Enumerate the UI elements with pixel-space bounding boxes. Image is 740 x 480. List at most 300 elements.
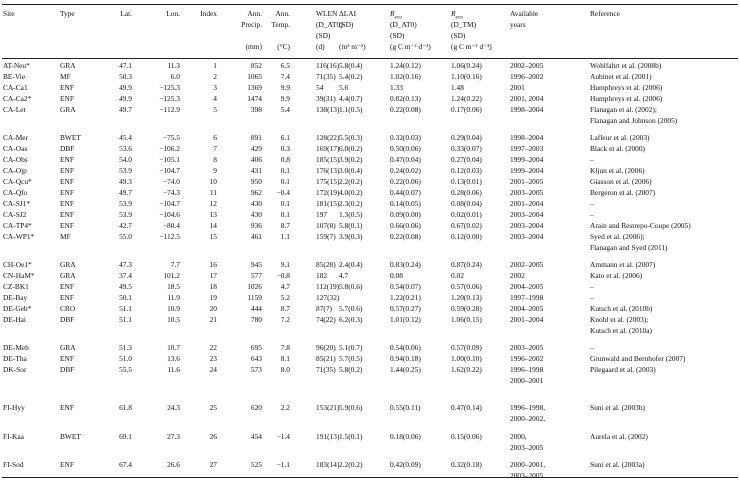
lat-cell: 53.9 <box>119 166 132 175</box>
reco-tm-cell: 0.12(0.03) <box>451 166 482 175</box>
precip-cell: 429 <box>250 144 262 153</box>
site-cell: CA-Obs <box>3 155 28 164</box>
reco-at0-cell: 0.22(0.08) <box>390 232 421 241</box>
reco-at0-cell: 0.22(0.08) <box>390 105 421 114</box>
dlai-cell: 2.3(0.2) <box>339 199 363 208</box>
header-wlen: (SD) <box>316 31 331 40</box>
reco-tm-cell: 0.28(0.06) <box>451 188 482 197</box>
reference-cell: Humphreys et al. (2006) <box>590 83 663 92</box>
type-cell: DBF <box>60 365 75 374</box>
type-cell: ENF <box>60 94 74 103</box>
lat-cell: 55.5 <box>119 365 132 374</box>
lon-cell: −104.7 <box>159 199 180 208</box>
reco-tm-cell: 0.32(0.18) <box>451 460 482 469</box>
reference-cell: – <box>590 293 594 302</box>
index-cell: 5 <box>213 105 217 114</box>
header-dlai-sd: (SD) <box>339 20 354 29</box>
lon-cell: −104.7 <box>159 166 180 175</box>
site-cell: CA-Ca2* <box>3 94 32 103</box>
reference-cell: – <box>590 155 594 164</box>
header-dlai: ΔLAI <box>339 9 357 18</box>
index-cell: 21 <box>209 315 217 324</box>
index-cell: 10 <box>209 177 217 186</box>
years-cell: 1997–1998 <box>510 293 544 302</box>
reco-at0-cell: 1.44(0.25) <box>390 365 421 374</box>
reference-cell: Giasson et al. (2006) <box>590 177 652 186</box>
precip-cell: 620 <box>250 403 262 412</box>
temp-cell: 8.7 <box>280 304 290 313</box>
reference-cell: Arain and Restrepo-Coupe (2005) <box>590 221 691 230</box>
years-cell: 2002–2005 <box>510 260 544 269</box>
type-cell: ENF <box>60 460 74 469</box>
wlen-cell: 107(8) <box>316 221 336 230</box>
wlen-cell: 87(7) <box>316 304 333 313</box>
reco-at0-cell: 0.32(0.03) <box>390 133 421 142</box>
precip-cell: 891 <box>250 133 262 142</box>
wlen-cell: 112(19) <box>316 282 340 291</box>
lon-cell: 11.3 <box>167 61 180 70</box>
index-cell: 3 <box>213 83 217 92</box>
site-cell: DE-Tha <box>3 354 27 363</box>
lat-cell: 45.4 <box>119 133 132 142</box>
dlai-cell: 3.9(0.3) <box>339 232 363 241</box>
reference-cell: – <box>590 343 594 352</box>
site-cell: CA-TP4* <box>3 221 32 230</box>
index-cell: 27 <box>209 460 217 469</box>
reco-at0-cell: 1.33 <box>390 83 403 92</box>
temp-cell: 4.7 <box>280 282 290 291</box>
type-cell: GRA <box>60 260 76 269</box>
temp-cell: 0.1 <box>280 177 290 186</box>
reco-at0-cell: 0.57(0.27) <box>390 304 421 313</box>
reco-at0-cell: 1.02(0.16) <box>390 72 421 81</box>
reco-tm-cell: 0.29(0.04) <box>451 133 482 142</box>
type-cell: ENF <box>60 403 74 412</box>
header-lat: Lat. <box>120 9 132 18</box>
reco-at0-cell: 0.47(0.04) <box>390 155 421 164</box>
years-cell: 2003–2005 <box>510 443 544 452</box>
wlen-cell: 185(15) <box>316 155 340 164</box>
index-cell: 19 <box>209 293 217 302</box>
site-cell: CZ-BK1 <box>3 282 29 291</box>
temp-cell: 0.1 <box>280 166 290 175</box>
index-cell: 17 <box>209 271 217 280</box>
precip-cell: 852 <box>250 61 262 70</box>
reference-cell: Black et al. (2000) <box>590 144 646 153</box>
wlen-cell: 181(15) <box>316 199 340 208</box>
years-cell: 2000–2001 <box>510 376 544 385</box>
lat-cell: 49.9 <box>119 83 132 92</box>
lon-cell: 10.5 <box>167 315 180 324</box>
temp-cell: 2.2 <box>280 403 290 412</box>
header-dlai-unit: (m² m⁻²) <box>339 42 366 51</box>
reference-cell: Aurela et al. (2002) <box>590 432 648 441</box>
header-wlen: (D_AT0) <box>316 20 343 29</box>
wlen-cell: 169(17) <box>316 144 340 153</box>
reference-cell: Kljun et al. (2006) <box>590 166 645 175</box>
temp-cell: 5.2 <box>280 293 290 302</box>
reco-at0-cell: 1.24(0.12) <box>390 61 421 70</box>
reco-at0-cell: 1.01(0.12) <box>390 315 421 324</box>
dlai-cell: 3.0(0.4) <box>339 166 363 175</box>
lon-cell: −105.1 <box>159 155 180 164</box>
header-reco2: $R_{eco}$ <box>451 9 463 21</box>
site-cell: CA-Mer <box>3 133 29 142</box>
temp-cell: 7.2 <box>280 315 290 324</box>
precip-cell: 577 <box>250 271 262 280</box>
lat-cell: 51.1 <box>119 315 132 324</box>
dlai-cell: 5.7(0.6) <box>339 304 363 313</box>
type-cell: ENF <box>60 177 74 186</box>
type-cell: ENF <box>60 83 74 92</box>
precip-cell: 1159 <box>247 293 262 302</box>
temp-cell: 5.4 <box>280 105 290 114</box>
type-cell: ENF <box>60 221 74 230</box>
index-cell: 12 <box>209 199 217 208</box>
precip-cell: 430 <box>250 199 262 208</box>
header-precip: Precip. <box>241 20 262 29</box>
temp-cell: 8.1 <box>280 354 290 363</box>
site-cell: FI-Sod <box>3 460 24 469</box>
lon-cell: 6.0 <box>170 72 180 81</box>
reference-cell: Syed et al. (2006); <box>590 232 645 241</box>
reco-at0-cell: 0.42(0.09) <box>390 460 421 469</box>
index-cell: 15 <box>209 232 217 241</box>
site-cell: CA-Qfo <box>3 188 28 197</box>
index-cell: 4 <box>213 94 217 103</box>
type-cell: ENF <box>60 293 74 302</box>
years-cell: 2003–2005 <box>510 343 544 352</box>
years-cell: 2003–2004 <box>510 210 544 219</box>
reference-cell: – <box>590 199 594 208</box>
site-cell: FI-Kaa <box>3 432 24 441</box>
temp-cell: 0.1 <box>280 210 290 219</box>
precip-cell: 1026 <box>247 282 262 291</box>
index-cell: 16 <box>209 260 217 269</box>
reco-at0-cell: 0.54(0.06) <box>390 343 421 352</box>
wlen-cell: 54 <box>316 83 324 92</box>
header-years: Available <box>510 9 539 18</box>
wlen-cell: 183(14) <box>316 460 340 469</box>
reco-at0-cell: 0.18(0.06) <box>390 432 421 441</box>
dlai-cell: 4.4(0.7) <box>339 94 363 103</box>
lon-cell: −125.3 <box>159 83 180 92</box>
precip-cell: 398 <box>250 105 262 114</box>
dlai-cell: 1.1(0.5) <box>339 105 363 114</box>
years-cell: 2001–2004 <box>510 199 544 208</box>
wlen-cell: 71(35) <box>316 365 336 374</box>
lon-cell: −106.2 <box>159 144 180 153</box>
lon-cell: 27.3 <box>167 432 180 441</box>
dlai-cell: 2.4(0.4) <box>339 260 363 269</box>
precip-cell: 780 <box>250 315 262 324</box>
header-years: years <box>510 20 526 29</box>
reco-tm-cell: 1.06(0.15) <box>451 315 482 324</box>
reco-tm-cell: 0.13(0.01) <box>451 177 482 186</box>
site-cell: CA-SJ1* <box>3 199 31 208</box>
dlai-cell: 5.6 <box>339 83 349 92</box>
years-cell: 2002 <box>510 271 525 280</box>
temp-cell: 8.7 <box>280 221 290 230</box>
reco-tm-cell: 0.17(0.06) <box>451 105 482 114</box>
index-cell: 7 <box>213 144 217 153</box>
lat-cell: 69.1 <box>119 432 132 441</box>
index-cell: 6 <box>213 133 217 142</box>
years-cell: 2003–2005 <box>510 471 544 480</box>
dlai-cell: 1.5(0.1) <box>339 432 363 441</box>
index-cell: 8 <box>213 155 217 164</box>
reco-at0-cell: 0.44(0.07) <box>390 188 421 197</box>
site-cell: CH-Oe1* <box>3 260 32 269</box>
wlen-cell: 175(15) <box>316 177 340 186</box>
header-reco1-method: (D_AT0) <box>390 20 417 29</box>
temp-cell: 1.1 <box>280 232 290 241</box>
temp-cell: 7.8 <box>280 343 290 352</box>
header-reco1: $R_{eco}$ <box>390 9 402 21</box>
years-cell: 1996–2002 <box>510 72 544 81</box>
wlen-cell: 116(16) <box>316 61 340 70</box>
index-cell: 24 <box>209 365 217 374</box>
lat-cell: 37.4 <box>119 271 132 280</box>
lat-cell: 49.7 <box>119 105 132 114</box>
reco-at0-cell: 0.09(0.00) <box>390 210 421 219</box>
reco-tm-cell: 0.15(0.06) <box>451 432 482 441</box>
header-wlen: (d) <box>316 42 325 51</box>
wlen-cell: 96(20) <box>316 343 336 352</box>
years-cell: 1997–2003 <box>510 144 544 153</box>
reference-cell: Knohl et al. (2003); <box>590 315 649 324</box>
reference-cell: Pilegaard et al. (2003) <box>590 365 656 374</box>
reference-cell: – <box>590 282 594 291</box>
lon-cell: 24.3 <box>167 403 180 412</box>
lon-cell: 101.2 <box>163 271 180 280</box>
reference-cell: Flanagan and Johnson (2005) <box>590 116 678 125</box>
reference-cell: Grunwald and Bernhofer (2007) <box>590 354 686 363</box>
header-reco1-sd: (SD) <box>390 31 405 40</box>
reco-at0-cell: 0.94(0.18) <box>390 354 421 363</box>
index-cell: 9 <box>213 166 217 175</box>
precip-cell: 1065 <box>247 72 262 81</box>
lat-cell: 51.1 <box>119 304 132 313</box>
dlai-cell: 5.8(0.6) <box>339 282 363 291</box>
lat-cell: 49.5 <box>119 282 132 291</box>
reference-cell: Humphreys et al. (2006) <box>590 94 663 103</box>
reco-at0-cell: 0.82(0.13) <box>390 94 421 103</box>
index-cell: 18 <box>209 282 217 291</box>
header-precip: (mm) <box>245 42 262 51</box>
index-cell: 2 <box>213 72 217 81</box>
lon-cell: −112.5 <box>159 232 180 241</box>
lat-cell: 53.9 <box>119 199 132 208</box>
lon-cell: −74.3 <box>162 188 180 197</box>
site-cell: AT-Neu* <box>3 61 30 70</box>
dlai-cell: 3.9(0.2) <box>339 155 363 164</box>
precip-cell: 950 <box>250 177 262 186</box>
reco-at0-cell: 0.24(0.02) <box>390 166 421 175</box>
reco-tm-cell: 0.02 <box>451 271 464 280</box>
type-cell: GRA <box>60 343 76 352</box>
site-cell: CA-Oas <box>3 144 28 153</box>
wlen-cell: 191(13) <box>316 432 340 441</box>
wlen-cell: 74(22) <box>316 315 336 324</box>
lat-cell: 50.3 <box>119 72 132 81</box>
wlen-cell: 159(7) <box>316 232 336 241</box>
lat-cell: 67.4 <box>119 460 132 469</box>
reference-cell: Ammann et al. (2007) <box>590 260 656 269</box>
dlai-cell: 2.2(0.2) <box>339 460 363 469</box>
wlen-cell: 71(35) <box>316 72 336 81</box>
index-cell: 14 <box>209 221 217 230</box>
wlen-cell: 39(31) <box>316 94 336 103</box>
index-cell: 20 <box>209 304 217 313</box>
temp-cell: 9.1 <box>280 260 290 269</box>
reco-tm-cell: 0.47(0.14) <box>451 403 482 412</box>
header-temp: Temp. <box>271 20 290 29</box>
index-cell: 22 <box>209 343 217 352</box>
lat-cell: 50.1 <box>119 293 132 302</box>
header-reco2-method: (D_TM) <box>451 20 477 29</box>
years-cell: 2001–2004 <box>510 315 544 324</box>
lat-cell: 53.6 <box>119 144 132 153</box>
header-wlen: WLEN <box>316 9 338 18</box>
lat-cell: 49.9 <box>119 94 132 103</box>
dlai-cell: 2.2(0.2) <box>339 177 363 186</box>
header-temp: (°C) <box>277 42 290 51</box>
years-cell: 1999–2004 <box>510 155 544 164</box>
reference-cell: Kutsch et al. (2010a) <box>590 326 652 335</box>
reco-at0-cell: 0.83(0.24) <box>390 260 421 269</box>
lat-cell: 55.0 <box>119 232 132 241</box>
lat-cell: 47.3 <box>119 260 132 269</box>
site-cell: DE-Hai <box>3 315 26 324</box>
reco-tm-cell: 0.57(0.06) <box>451 282 482 291</box>
site-cell: CA-Ojp <box>3 166 27 175</box>
type-cell: ENF <box>60 354 74 363</box>
site-cell: CN-HaM* <box>3 271 35 280</box>
precip-cell: 454 <box>250 432 262 441</box>
header-temp: Ann. <box>275 9 290 18</box>
dlai-cell: 5.7(0.5) <box>339 354 363 363</box>
header-site: Site <box>3 9 15 18</box>
wlen-cell: 176(13) <box>316 166 340 175</box>
header-precip: Ann. <box>247 9 262 18</box>
reco-at0-cell: 0.14(0.05) <box>390 199 421 208</box>
site-cell: CA-WP1* <box>3 232 35 241</box>
lat-cell: 54.0 <box>119 155 132 164</box>
wlen-cell: 127(32) <box>316 293 340 302</box>
reco-at0-cell: 0.66(0.06) <box>390 221 421 230</box>
reference-cell: Lafleur et al. (2003) <box>590 133 650 142</box>
reco-tm-cell: 0.12(0.00) <box>451 232 482 241</box>
index-cell: 26 <box>209 432 217 441</box>
bottom-rule <box>2 477 738 478</box>
header-reco2-sd: (SD) <box>451 31 466 40</box>
temp-cell: −0.8 <box>276 271 290 280</box>
lat-cell: 47.1 <box>119 61 132 70</box>
temp-cell: 6.1 <box>280 133 290 142</box>
temp-cell: −1.1 <box>276 460 290 469</box>
lon-cell: −112.9 <box>159 105 180 114</box>
top-rule <box>2 4 738 5</box>
precip-cell: 1474 <box>247 94 262 103</box>
lon-cell: 11.9 <box>167 293 180 302</box>
site-cell: CA-SJ2 <box>3 210 27 219</box>
type-cell: BWET <box>60 133 81 142</box>
site-cell: DE-Bay <box>3 293 28 302</box>
precip-cell: 461 <box>250 232 262 241</box>
years-cell: 1996–1998, <box>510 403 546 412</box>
reco-tm-cell: 1.24(0.22) <box>451 94 482 103</box>
dlai-cell: 5.4(0.2) <box>339 72 363 81</box>
reco-tm-cell: 0.87(0.24) <box>451 260 482 269</box>
precip-cell: 643 <box>250 354 262 363</box>
reco-tm-cell: 1.48 <box>451 83 464 92</box>
site-cell: CA-Let <box>3 105 26 114</box>
lat-cell: 49.3 <box>119 177 132 186</box>
dlai-cell: 4.7 <box>339 271 349 280</box>
reco-tm-cell: 0.67(0.02) <box>451 221 482 230</box>
site-cell: CA-Ca1 <box>3 83 28 92</box>
years-cell: 2001–2005 <box>510 177 544 186</box>
site-cell: DK-Sor <box>3 365 27 374</box>
wlen-cell: 128(22) <box>316 133 340 142</box>
wlen-cell: 197 <box>316 210 328 219</box>
type-cell: GRA <box>60 61 76 70</box>
dlai-cell: 5.5(0.3) <box>339 133 363 142</box>
lon-cell: 11.6 <box>167 365 180 374</box>
reco-at0-cell: 0.55(0.11) <box>390 403 421 412</box>
lon-cell: 18.5 <box>167 282 180 291</box>
type-cell: DBF <box>60 144 75 153</box>
temp-cell: −1.4 <box>276 432 290 441</box>
temp-cell: 8.0 <box>280 365 290 374</box>
dlai-cell: 5.8(0.2) <box>339 365 363 374</box>
reco-at0-cell: 0.08 <box>390 271 403 280</box>
precip-cell: 573 <box>250 365 262 374</box>
reco-tm-cell: 1.06(0.24) <box>451 61 482 70</box>
type-cell: MF <box>60 72 71 81</box>
precip-cell: 430 <box>250 210 262 219</box>
index-cell: 11 <box>209 188 217 197</box>
temp-cell: 0.8 <box>280 155 290 164</box>
lat-cell: 42.7 <box>119 221 132 230</box>
index-cell: 1 <box>213 61 217 70</box>
dlai-cell: 6.0(0.2) <box>339 144 363 153</box>
reco-tm-cell: 1.20(0.13) <box>451 293 482 302</box>
reco-tm-cell: 1.62(0.22) <box>451 365 482 374</box>
lon-cell: −125.3 <box>159 94 180 103</box>
reference-cell: Aubinet et al. (2001) <box>590 72 652 81</box>
precip-cell: 936 <box>250 221 262 230</box>
temp-cell: 6.5 <box>280 61 290 70</box>
temp-cell: 7.4 <box>280 72 290 81</box>
type-cell: ENF <box>60 282 74 291</box>
lon-cell: 26.6 <box>167 460 180 469</box>
dlai-cell: 4.0(0.2) <box>339 188 363 197</box>
reco-at0-cell: 0.54(0.07) <box>390 282 421 291</box>
type-cell: GRA <box>60 105 76 114</box>
dlai-cell: 5.1(0.7) <box>339 343 363 352</box>
type-cell: MF <box>60 232 71 241</box>
years-cell: 2000–2001, <box>510 460 546 469</box>
type-cell: GRA <box>60 271 76 280</box>
dlai-cell: 5.8(0.1) <box>339 221 363 230</box>
wlen-cell: 85(28) <box>316 260 336 269</box>
temp-cell: 0.3 <box>280 144 290 153</box>
wlen-cell: 153(21) <box>316 403 340 412</box>
header-type: Type <box>60 9 75 18</box>
reco-tm-cell: 1.10(0.16) <box>451 72 482 81</box>
